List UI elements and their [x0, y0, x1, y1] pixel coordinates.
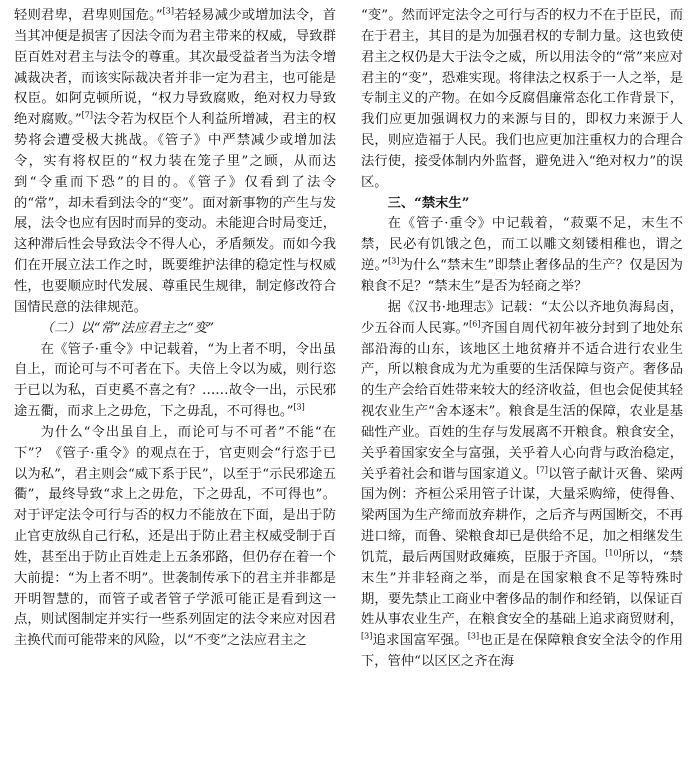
paragraph: 在《管子·重令》中记载着，“为上者不明，令出虽自上，而论可与不可者在下。夫倍上令以为威，则行恣于已以为私，百吏奚不喜之有？……故令一出，示民邪途五衢，而求上之毋危，下之毋乱，不可得也。”[3]: [14, 341, 336, 420]
citation: [3]: [388, 256, 400, 266]
section-heading: 三、“禁末生”: [387, 195, 470, 211]
paragraph: 为什么“令出虽自上，而论可与不可者”不能“在下”？《管子·重令》的观点在于，官吏则会“行恣于已以为私”，君主则会“威下系于民”，以至于“示民邪途五衢”，最终导致“求上之毋危，下之毋乱，不可得也”。对于评定法令可行与否的权力不能放在下面，是出于防止官吏放纵自己行私，还是出于防止君主权威受制于百姓，甚至出于防止百姓走上五条邪路，但仍存在着一个大前提：“为上者不明”。世袭制传承下的君主并非都是开明智慧的，而管子或者管子学派可能正是看到这一点，则试图制定并实行一些系列固定的法令来应对因君主换代而可能带来的风险，以“不变”之法应君主之: [14, 424, 336, 649]
right-column: [361, 6, 683, 673]
paragraph: 据《汉书·地理志》记载：“太公以齐地负海舄卤，少五谷而人民寡。”[6]齐国自周代初年被分封到了地处东部沿海的山东，该地区土地贫瘠并不适合进行农业生产，所以粮食成为尤为重要的生活保障与资产。奢侈品的生产会给百姓带来较大的经济收益，但也会促使其轻视农业生产“舍本逐末”。粮食是生活的保障，农业是基础性产业。百姓的生存与发展离不开粮食。粮食安全，关乎着国家安全与富强，关乎着人心向背与政治稳定，关乎着社会和谐与国家道义。[7]以管子献计灭鲁、梁两国为例：齐桓公采用管子计谋，大量采购缔，使得鲁、梁两国为生产缔而放弃耕作，之后齐与两国断交，不再进口缔，而鲁、梁粮食却已是供给不足，加之相继发生饥荒，最后两国财政瘫痪，臣服于齐国。[10]所以，“禁末生”并非轻商之举，而是在国家粮食不足等特殊时期，要先禁止工商业中奢侈品的制作和经销，以保证百姓从事农业生产，在粮食安全的基础上追求商贸财利，[3]追求国富军强。[3]也正是在保障粮食安全法令的作用下，管仲“以区区之齐在海: [361, 299, 684, 670]
citation: [3]: [293, 402, 305, 412]
paragraph: 轻则君卑，君卑则国危。”[3]若轻易减少或增加法令，首当其冲便是损害了因法令而为君主带来的权威，导致群臣百姓对君主与法令的尊重。其次最受益者当为法令增减裁决者，而该实际裁决者并非一定为君主，也可能是权臣。如阿克顿所说，“权力导致腐败，绝对权力导致绝对腐败。”[7]法令若为权臣个人利益所增减，君主的权势将会遭受极大挑战。《管子》中严禁减少或增加法令，实有将权臣的“权力装在笼子里”之顾，从而达到“令重而下恐”的目的。《管子》仅看到了法令的“常”，却未看到法令的“变”。面对新事物的产生与发展，法令也应有因时而异的变动。未能迎合时局变迁，这种滞后性会导致法令不得人心，矛盾频发。而如今我们在开展立法工作之时，既要维护法律的稳定性与权威性，也要顺应时代发展、尊重民生规律，制定修改符合国情民意的法律规范。: [14, 6, 336, 315]
citation: [10]: [605, 548, 622, 558]
left-column: [14, 6, 336, 652]
subsection-heading: （二）以“常”法应君主之“变”: [40, 320, 215, 336]
citation: [3]: [361, 631, 373, 641]
citation: [6]: [469, 319, 481, 329]
citation: [7]: [81, 110, 93, 120]
citation: [3]: [467, 631, 480, 641]
paragraph: “变”。然而评定法令之可行与否的权力不在于臣民，而在于君主，其目的是为加强君权的专制力量。这也致使君主之权仍是大于法令之威，所以用法令的“常”来应对君主的“变”，恐难实现。将律法之权系于一人之举，是专制主义的产物。在如今反腐倡廉常态化工作背景下，我们应更加强调权力的来源与目的，即权力来源于人民，则应造福于人民。我们也应更加注重权力的合理合法行使，接受体制内外监督，避免进入“绝对权力”的误区。: [361, 8, 683, 190]
citation: [7]: [536, 465, 548, 475]
citation: [3]: [162, 6, 174, 16]
paragraph: 在《管子·重令》中记载着，“菽粟不足，末生不禁，民必有饥饿之色，而工以雕文刻镂相稚也，谓之逆。”[3]为什么“禁末生”即禁止奢侈品的生产？仅是因为粮食不足？“禁末生”是否为轻商之举？: [361, 216, 683, 294]
